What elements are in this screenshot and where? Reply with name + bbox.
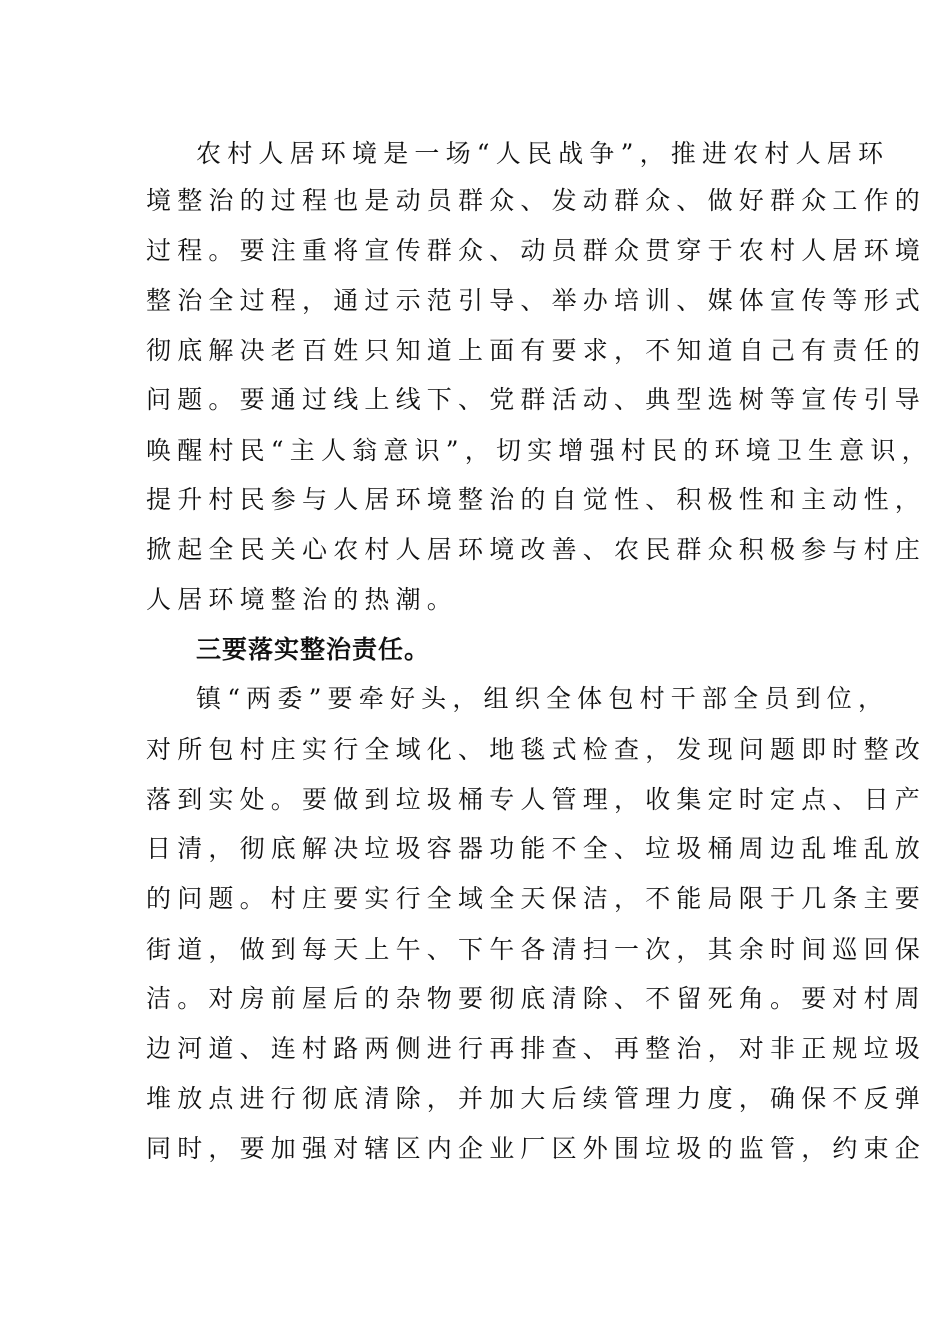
paragraph-line: 对所包村庄实行全域化、地毯式检查，发现问题即时整改 bbox=[146, 735, 927, 764]
paragraph-line: 街道，做到每天上午、下午各清扫一次，其余时间巡回保 bbox=[146, 935, 927, 964]
paragraph-line: 落到实处。要做到垃圾桶专人管理，收集定时定点、日产 bbox=[146, 785, 927, 814]
paragraph-line: 堆放点进行彻底清除，并加大后续管理力度，确保不反弹 bbox=[146, 1084, 927, 1113]
paragraph-line: 农村人居环境是一场“人民战争”，推进农村人居环 bbox=[196, 139, 890, 168]
paragraph-line: 的问题。村庄要实行全域全天保洁，不能局限于几条主要 bbox=[146, 884, 927, 913]
section-heading: 三要落实整治责任。 bbox=[196, 635, 431, 664]
paragraph-line: 过程。要注重将宣传群众、动员群众贯穿于农村人居环境 bbox=[146, 236, 927, 265]
paragraph-line: 提升村民参与人居环境整治的自觉性、积极性和主动性， bbox=[146, 485, 927, 514]
paragraph-line: 掀起全民关心农村人居环境改善、农民群众积极参与村庄 bbox=[146, 535, 927, 564]
paragraph-line: 镇“两委”要牵好头，组织全体包村干部全员到位， bbox=[196, 684, 890, 713]
paragraph-line: 整治全过程，通过示范引导、举办培训、媒体宣传等形式 bbox=[146, 286, 927, 315]
paragraph-line: 洁。对房前屋后的杂物要彻底清除、不留死角。要对村周 bbox=[146, 984, 927, 1013]
paragraph-line: 同时，要加强对辖区内企业厂区外围垃圾的监管，约束企 bbox=[146, 1134, 927, 1163]
paragraph-line: 问题。要通过线上线下、党群活动、典型选树等宣传引导 bbox=[146, 385, 927, 414]
paragraph-line: 唤醒村民“主人翁意识”，切实增强村民的环境卫生意识， bbox=[146, 436, 933, 465]
paragraph-line: 边河道、连村路两侧进行再排查、再整治，对非正规垃圾 bbox=[146, 1034, 927, 1063]
paragraph-line: 日清，彻底解决垃圾容器功能不全、垃圾桶周边乱堆乱放 bbox=[146, 834, 927, 863]
paragraph-line: 彻底解决老百姓只知道上面有要求，不知道自己有责任的 bbox=[146, 336, 927, 365]
paragraph-line: 境整治的过程也是动员群众、发动群众、做好群众工作的 bbox=[146, 186, 927, 215]
paragraph-line: 人居环境整治的热潮。 bbox=[146, 585, 459, 614]
